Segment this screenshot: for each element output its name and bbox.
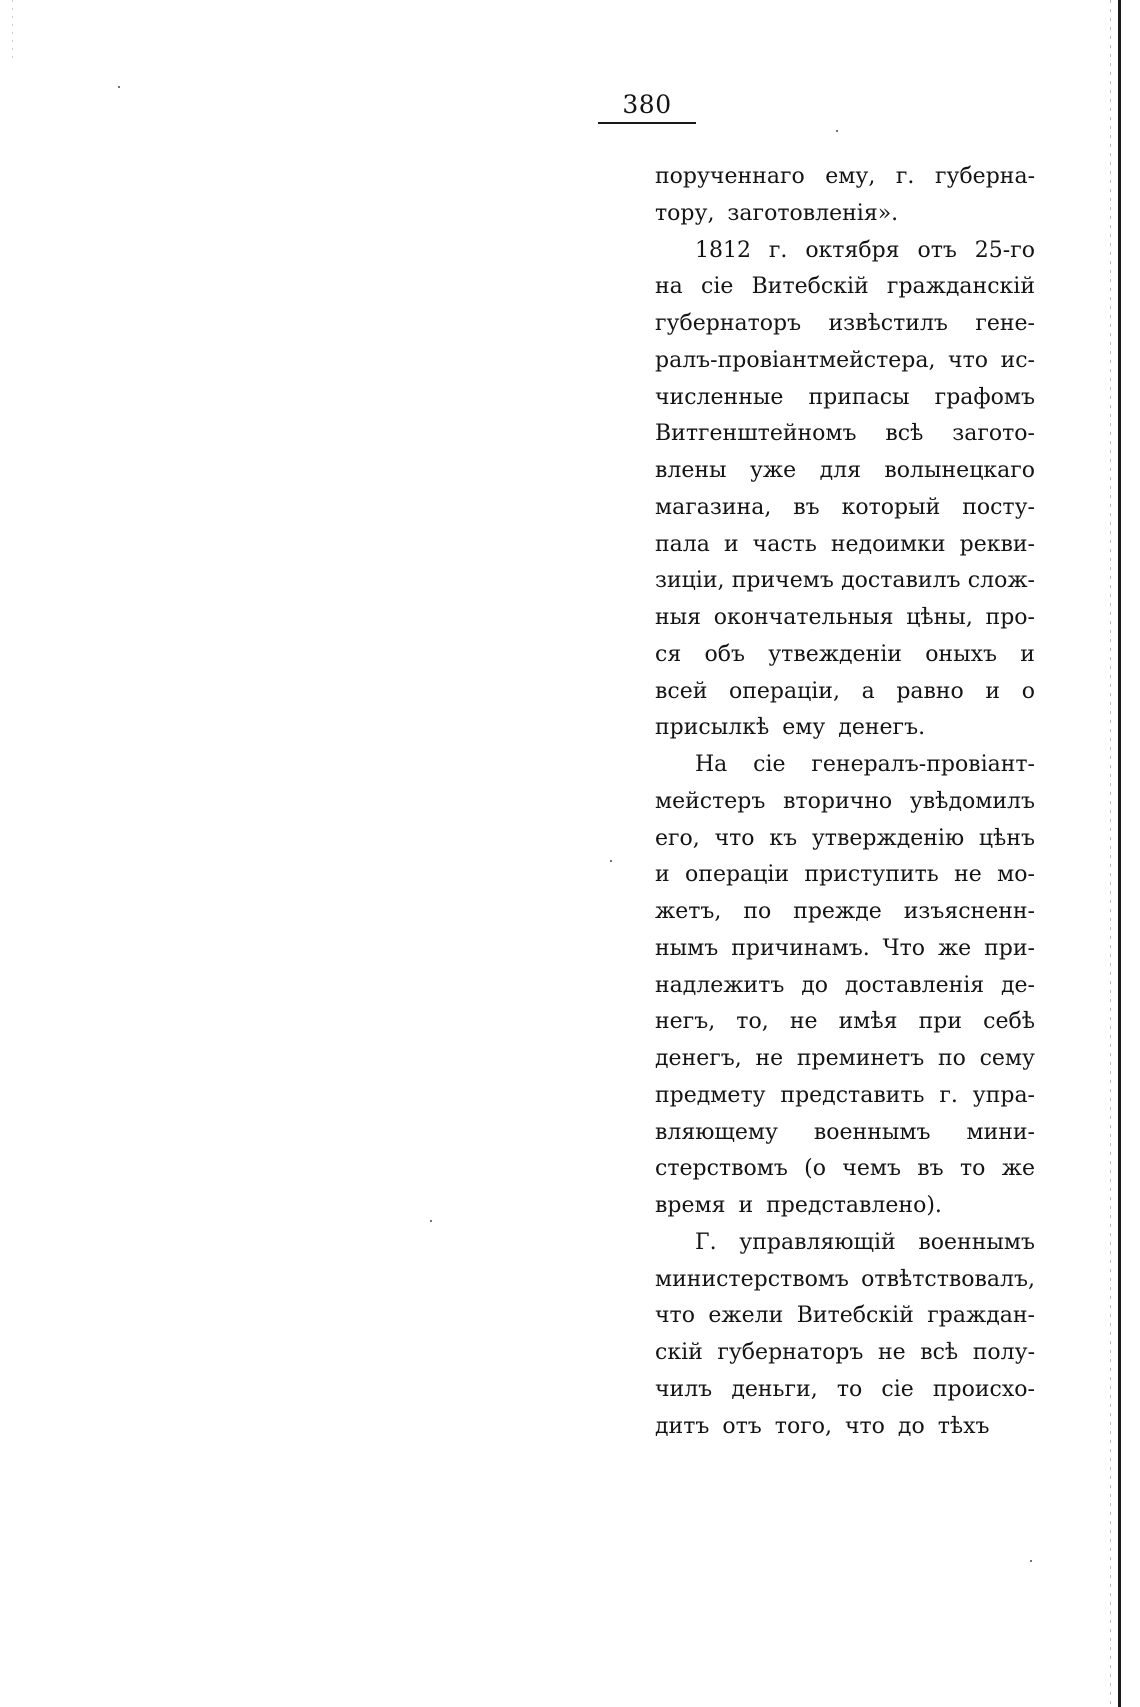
text-line: на сіе Витебскій гражданскій bbox=[655, 274, 1035, 300]
text-line: чилъ деньги, то сіе происхо- bbox=[655, 1376, 1035, 1402]
text-column bbox=[655, 159, 1035, 1445]
text-line: Витгенштейномъ всѣ загото- bbox=[655, 421, 1035, 447]
paragraph bbox=[655, 159, 1035, 233]
text-line: предмету представить г. упра- bbox=[655, 1082, 1035, 1108]
scan-speck bbox=[118, 86, 120, 88]
text-line: негъ, то, не имѣя при себѣ bbox=[655, 1009, 1035, 1035]
text-line: скій губернаторъ не всѣ полу- bbox=[655, 1340, 1035, 1365]
page-number: 380 bbox=[622, 90, 672, 119]
scan-speck bbox=[430, 1220, 432, 1222]
scan-speck bbox=[836, 130, 838, 132]
text-line: время и представлено). bbox=[655, 1193, 942, 1218]
text-line: что ежели Витебскій граждан- bbox=[655, 1303, 1035, 1329]
scan-speck bbox=[610, 860, 612, 862]
paragraph bbox=[655, 233, 1035, 748]
text-line: нымъ причинамъ. Что же при- bbox=[655, 935, 1035, 961]
page-number-rule bbox=[598, 122, 696, 124]
text-line: зиціи, причемъ доставилъ слож- bbox=[655, 568, 1035, 594]
text-line: На сіе генералъ-провіант- bbox=[695, 752, 1035, 777]
text-line: присылкѣ ему денегъ. bbox=[655, 715, 926, 741]
text-line: влены уже для волынецкаго bbox=[655, 458, 1035, 483]
text-line: вляющему военнымъ мини- bbox=[655, 1119, 1035, 1145]
text-line: пала и часть недоимки рекви- bbox=[655, 531, 1035, 557]
text-line: ся объ утвежденіи оныхъ и bbox=[655, 641, 1035, 667]
paragraph bbox=[655, 1225, 1035, 1446]
text-line: порученнаго ему, г. губерна- bbox=[655, 164, 1035, 189]
text-line: дитъ отъ того, что до тѣхъ bbox=[655, 1413, 990, 1439]
text-line: магазина, въ который посту- bbox=[655, 494, 1035, 520]
text-line: жетъ, по прежде изъясненн- bbox=[655, 899, 1035, 924]
scan-speck bbox=[1030, 1560, 1032, 1562]
text-line: численные припасы графомъ bbox=[655, 384, 1035, 410]
page-left-edge bbox=[12, 0, 13, 60]
paragraph bbox=[655, 747, 1035, 1225]
page-right-edge-faint bbox=[1110, 0, 1111, 1707]
text-line: губернаторъ извѣстилъ гене- bbox=[655, 311, 1035, 336]
text-line: мейстеръ вторично увѣдомилъ bbox=[655, 788, 1035, 814]
text-line: его, что къ утвержденію цѣнъ bbox=[655, 825, 1035, 851]
page-right-edge bbox=[1118, 0, 1121, 1707]
text-line: всей операціи, а равно и о bbox=[655, 678, 1035, 704]
text-line: 1812 г. октября отъ 25-го bbox=[695, 237, 1035, 263]
text-line: денегъ, не преминетъ по сему bbox=[655, 1046, 1035, 1071]
text-line: и операціи приступить не мо- bbox=[655, 862, 1035, 888]
text-line: тору, заготовленія». bbox=[655, 200, 899, 226]
text-line: ныя окончательныя цѣны, про- bbox=[655, 605, 1035, 630]
text-line: надлежитъ до доставленія де- bbox=[655, 972, 1035, 998]
text-line: Г. управляющій военнымъ bbox=[695, 1229, 1035, 1255]
text-line: ралъ-провіантмейстера, что ис- bbox=[655, 347, 1035, 373]
text-line: министерствомъ отвѣтствовалъ, bbox=[655, 1266, 1035, 1292]
text-line: стерствомъ (о чемъ въ то же bbox=[655, 1156, 1035, 1182]
